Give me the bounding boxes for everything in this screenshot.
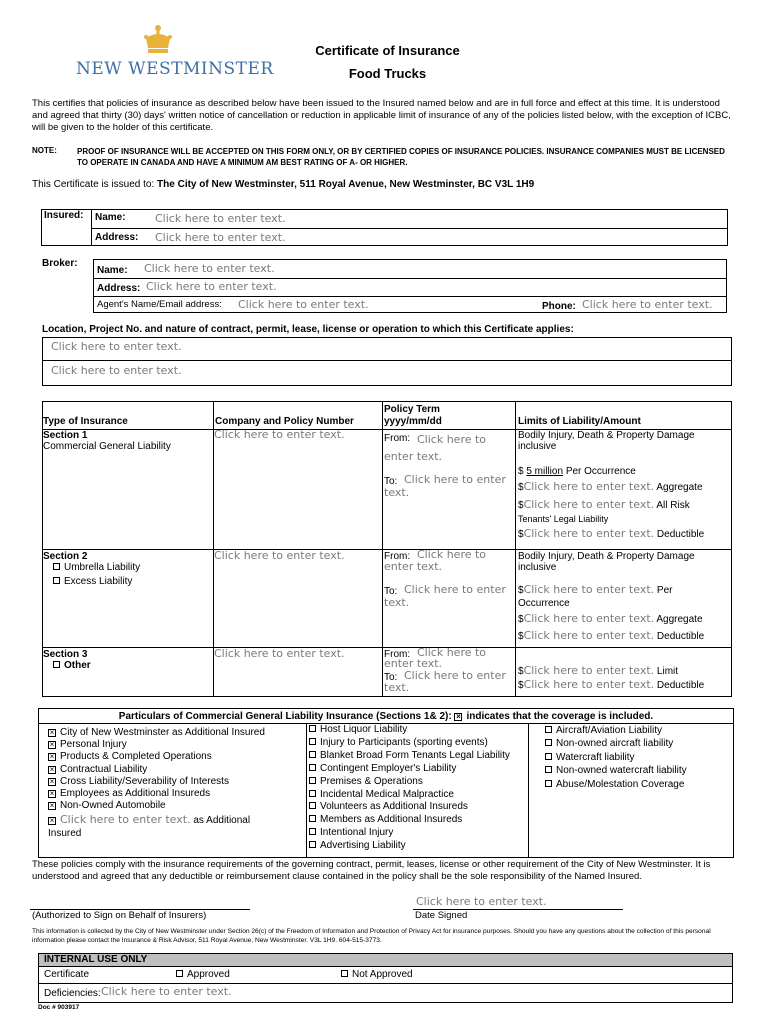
insured-address-field[interactable]: Click here to enter text. — [155, 231, 286, 244]
section3-limit-field[interactable]: Click here to enter text. — [523, 664, 655, 677]
coverage-item[interactable]: × Personal Injury — [49, 739, 127, 751]
section3-to-label: To: — [384, 672, 398, 683]
section1-to-label: To: — [384, 476, 398, 487]
doc-number: Doc # 903917 — [38, 1004, 80, 1011]
coverage-item[interactable]: Premises & Operations — [309, 776, 510, 789]
section3-from-label: From: — [384, 649, 411, 660]
section1-tenants: Tenants' Legal Liability — [518, 514, 609, 524]
section2-deductible-field[interactable]: Click here to enter text. — [523, 629, 655, 642]
section1-aggregate: $Click here to enter text. Aggregate — [518, 480, 703, 493]
broker-label: Broker: — [42, 258, 78, 269]
coverage-item[interactable]: Contingent Employer's Liability — [309, 763, 510, 776]
particulars-col3 — [545, 724, 687, 791]
agent-label: Agent's Name/Email address: — [97, 299, 222, 310]
section3-deductible: $Click here to enter text. Deductible — [518, 678, 705, 691]
checkbox-icon — [53, 563, 60, 570]
section2-from-label: From: — [384, 551, 411, 562]
section1-title: Section 1 — [43, 430, 88, 441]
broker-name-label: Name: — [97, 265, 128, 276]
intro-text: This certifies that policies of insurance as described below have been issued to the Insured named below and are in full force and effect at this time. It is understood and agreed that thirty (30) days' written notice of cancellation or reduction in applicable limit of insurance of any of the policies listed below, with the exception of ICBC, will be given to the holder of this certificate. — [32, 98, 731, 133]
section1-from-label: From: — [384, 433, 411, 444]
section2-aggregate-field[interactable]: Click here to enter text. — [523, 612, 655, 625]
particulars-col2 — [309, 724, 510, 853]
note-text: PROOF OF INSURANCE WILL BE ACCEPTED ON THIS FORM ONLY, OR BY CERTIFIED COPIES OF INSURANCE POLICIES. INSURANCE COMPANIES MUST BE LICENSED TO OPERATE IN CANADA AND HAVE A MINIMUM AM BEST RATING OF A- OR HIGHER. — [77, 147, 725, 167]
section2-to-label: To: — [384, 586, 398, 597]
compliance-text: These policies comply with the insurance requirements of the governing contract, permit, leases, license or other requirement of the City of New Westminster. It is understood and agreed that any deductible or reimbursement clause contained in the policy shall be the sole responsibility of the Named Insured. — [32, 859, 711, 882]
coverage-item[interactable]: × Contractual Liability — [49, 763, 148, 775]
checkbox-icon — [53, 577, 60, 584]
section1-all-risk-field[interactable]: Click here to enter text. — [523, 498, 655, 511]
date-signed-label: Date Signed — [415, 910, 468, 921]
coverage-item[interactable]: × Employees as Additional Insureds — [49, 788, 211, 800]
checked-box-icon: × — [456, 712, 461, 721]
insured-label: Insured: — [44, 210, 84, 221]
deficiencies-field[interactable]: Click here to enter text. — [101, 985, 232, 998]
section1-from-field[interactable]: Click here to enter text. — [384, 433, 487, 463]
checked-box-icon: × — [49, 728, 55, 737]
additional-insured-field[interactable]: Click here to enter text. — [60, 813, 191, 827]
coverage-item[interactable]: Volunteers as Additional Insureds — [309, 801, 510, 814]
section1-subtitle: Commercial General Liability — [43, 441, 171, 452]
section1-per-occurrence: $ 5 million Per Occurrence — [518, 466, 636, 477]
section2-option-umbrella[interactable]: Umbrella Liability — [53, 562, 140, 573]
agent-field[interactable]: Click here to enter text. — [238, 298, 369, 311]
issued-to-value: The City of New Westminster, 511 Royal Avenue, New Westminster, BC V3L 1H9 — [157, 179, 535, 190]
coverage-item[interactable]: Advertising Liability — [309, 840, 510, 853]
crown-icon — [144, 24, 172, 56]
internal-use-title: INTERNAL USE ONLY — [44, 954, 148, 965]
coverage-item[interactable]: Non-owned watercraft liability — [545, 764, 687, 777]
coverage-item[interactable]: × Products & Completed Operations — [49, 751, 212, 763]
internal-certificate-label: Certificate — [44, 969, 90, 980]
section1-to-field[interactable]: Click here to enter text. — [384, 473, 506, 499]
coverage-item-extra-line2: Insured — [48, 827, 82, 839]
checkbox-icon — [309, 777, 316, 784]
section3-option-other[interactable]: Other — [53, 660, 91, 671]
coverage-item[interactable]: Members as Additional Insureds — [309, 814, 510, 827]
broker-name-field[interactable]: Click here to enter text. — [144, 262, 275, 275]
particulars-title: Particulars of Commercial General Liability Insurance (Sections 1& 2): × indicates that the coverage is included. — [118, 711, 654, 722]
section2-aggregate: $Click here to enter text. Aggregate — [518, 612, 703, 625]
note-label: NOTE: — [32, 146, 57, 155]
approved-checkbox[interactable]: Approved — [176, 969, 230, 980]
section1-deductible-field[interactable]: Click here to enter text. — [523, 527, 655, 540]
checkbox-icon — [545, 766, 552, 773]
checked-box-icon: × — [49, 816, 55, 826]
particulars-col1 — [48, 727, 265, 840]
section2-to-field[interactable]: Click here to enter text. — [384, 583, 506, 609]
checked-box-icon: × — [49, 776, 55, 786]
authorized-signature-label: (Authorized to Sign on Behalf of Insurers) — [32, 910, 207, 921]
privacy-text: This information is collected by the City of New Westminster under Section 26(c) of the Freedom of Information and Protection of Privacy Act for insurance purposes. Should you have any questions about the collection of this personal information please contact the Insurance & Risk Advisor, 511 Royal Avenue, New Westminster. V3L 1H9. 604-515-3773. — [32, 928, 711, 944]
checkbox-icon — [341, 970, 348, 977]
checkbox-icon — [309, 802, 316, 809]
checkbox-icon — [309, 790, 316, 797]
broker-phone-field[interactable]: Click here to enter text. — [582, 298, 713, 311]
header-term: Policy Term — [384, 404, 440, 415]
checked-box-icon: × — [49, 752, 55, 762]
insured-name-field[interactable]: Click here to enter text. — [155, 212, 286, 225]
broker-address-field[interactable]: Click here to enter text. — [146, 280, 277, 293]
deficiencies-label: Deficiencies: — [44, 988, 101, 999]
coverage-item[interactable]: Incidental Medical Malpractice — [309, 789, 510, 802]
insured-name-label: Name: — [95, 212, 126, 223]
not-approved-checkbox[interactable]: Not Approved — [341, 969, 413, 980]
coverage-item[interactable]: Non-owned aircraft liability — [545, 737, 687, 750]
checked-box-icon: × — [49, 801, 55, 811]
coverage-item[interactable]: × Cross Liability/Severability of Interests — [49, 775, 229, 787]
checkbox-icon — [545, 739, 552, 746]
checkbox-icon — [545, 753, 552, 760]
logo — [72, 24, 274, 84]
coverage-item[interactable]: Intentional Injury — [309, 827, 510, 840]
coverage-item[interactable]: Aircraft/Aviation Liability — [545, 724, 687, 737]
section2-per: $Click here to enter text. Per — [518, 583, 673, 596]
section1-company-field[interactable]: Click here to enter text. — [214, 428, 345, 441]
page-subtitle: Food Trucks — [348, 66, 427, 81]
coverage-item-extra[interactable]: × Click here to enter text. as Additional — [49, 813, 251, 827]
checked-box-icon: × — [49, 789, 55, 799]
checked-box-icon: × — [49, 764, 55, 774]
location-field-2[interactable]: Click here to enter text. — [51, 364, 182, 377]
insured-address-label: Address: — [95, 232, 139, 243]
header-term-format: yyyy/mm/dd — [384, 416, 442, 427]
section1-deductible: $Click here to enter text. Deductible — [518, 527, 705, 540]
date-signed-field[interactable]: Click here to enter text. — [416, 895, 547, 908]
section3-to-field[interactable]: Click here to enter text. — [384, 669, 506, 694]
issued-to-label: This Certificate is issued to: — [32, 179, 155, 190]
checkbox-icon — [309, 815, 316, 822]
coverage-item[interactable]: × Non-Owned Automobile — [49, 800, 166, 812]
broker-address-label: Address: — [97, 283, 141, 294]
checked-box-icon: × — [49, 740, 55, 750]
checkbox-icon — [309, 764, 316, 771]
checkbox-icon — [176, 970, 183, 977]
section2-deductible: $Click here to enter text. Deductible — [518, 629, 705, 642]
page-title: Certificate of Insurance — [315, 43, 460, 58]
checkbox-icon — [545, 780, 552, 787]
coverage-item[interactable]: Blanket Broad Form Tenants Legal Liability — [309, 750, 510, 763]
section2-option-excess[interactable]: Excess Liability — [53, 576, 132, 587]
section3-title: Section 3 — [43, 649, 88, 660]
checkbox-icon — [53, 661, 60, 668]
section2-company-field[interactable]: Click here to enter text. — [214, 549, 345, 562]
issued-to — [32, 179, 534, 190]
checkbox-icon — [309, 725, 316, 732]
section3-from-field[interactable]: Click here to enter text. — [384, 646, 487, 670]
location-label: Location, Project No. and nature of contract, permit, lease, license or operation to which this Certificate applies: — [42, 324, 574, 335]
header-company: Company and Policy Number — [215, 416, 354, 427]
coverage-item[interactable]: Watercraft liability — [545, 751, 687, 764]
section2-occurrence: Occurrence — [518, 598, 570, 609]
location-field-1[interactable]: Click here to enter text. — [51, 340, 182, 353]
section3-limit: $Click here to enter text. Limit — [518, 664, 679, 677]
section1-aggregate-field[interactable]: Click here to enter text. — [523, 480, 655, 493]
checkbox-icon — [309, 738, 316, 745]
section1-all-risk: $Click here to enter text. All Risk — [518, 498, 690, 511]
checkbox-icon — [545, 726, 552, 733]
checkbox-icon — [309, 751, 316, 758]
coverage-item[interactable]: × City of New Westminster as Additional Insured — [49, 727, 265, 738]
section2-from-field[interactable]: Click here to enter text. — [384, 548, 487, 573]
header-type: Type of Insurance — [43, 416, 128, 427]
coverage-item[interactable]: Host Liquor Liability — [309, 724, 510, 737]
section2-title: Section 2 — [43, 551, 88, 562]
section3-company-field[interactable]: Click here to enter text. — [214, 647, 345, 660]
coverage-item[interactable]: Injury to Participants (sporting events) — [309, 737, 510, 750]
checkbox-icon — [309, 841, 316, 848]
section1-limits-head: Bodily Injury, Death & Property Damage inclusive — [518, 430, 695, 452]
coverage-item[interactable]: Abuse/Molestation Coverage — [545, 778, 687, 791]
section2-per-field[interactable]: Click here to enter text. — [523, 583, 655, 596]
logo-text: NEW WESTMINSTER — [76, 59, 274, 79]
broker-phone-label: Phone: — [542, 301, 576, 312]
section2-limits-head: Bodily Injury, Death & Property Damage inclusive — [518, 551, 695, 573]
header-limits: Limits of Liability/Amount — [518, 416, 641, 427]
checkbox-icon — [309, 828, 316, 835]
section3-deductible-field[interactable]: Click here to enter text. — [523, 678, 655, 691]
